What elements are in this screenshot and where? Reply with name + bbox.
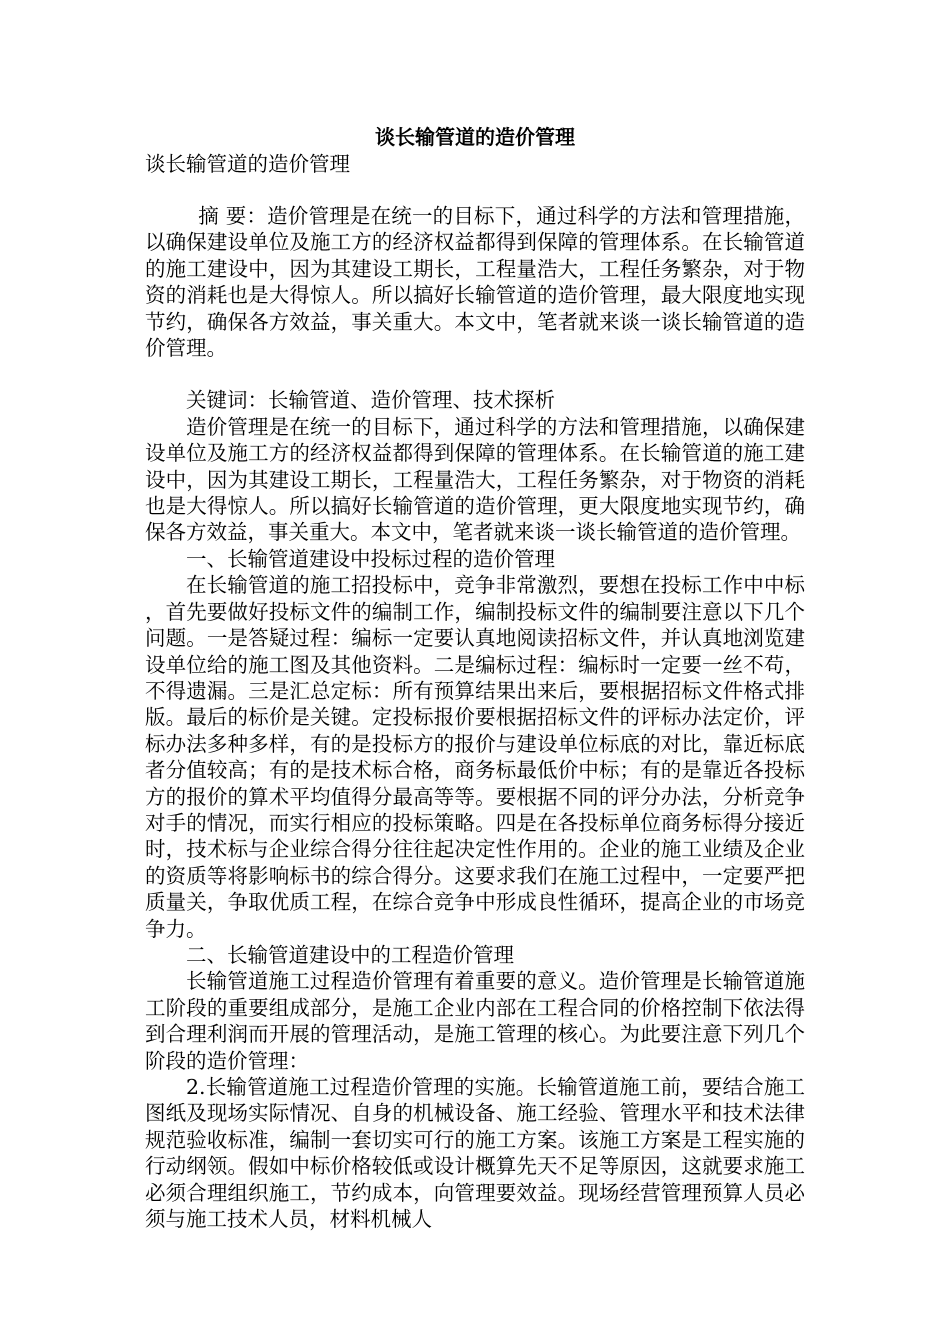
section-heading-2: 二、长输管道建设中的工程造价管理: [186, 942, 514, 967]
abstract-paragraph: 摘 要：造价管理是在统一的目标下，通过科学的方法和管理措施，以确保建设单位及施工方的经济权益都得到保障的管理体系。在长输管道的施工建设中，因为其建设工期长，工程量浩大，工程任务繁杂，对于物资的消耗也是大得惊人。所以搞好长输管道的造价管理，最大限度地实现节约，确保各方效益，事关重大。本文中，笔者就来谈一谈长输管道的造价管理。: [145, 204, 805, 361]
keywords-line: 关键词：长输管道、造价管理、技术探析: [186, 388, 555, 413]
section-1-paragraph: 在长输管道的施工招投标中，竞争非常激烈，要想在投标工作中中标，首先要做好投标文件的编制工作，编制投标文件的编制要注意以下几个问题。一是答疑过程：编标一定要认真地阅读招标文件，并认真地浏览建设单位给的施工图及其他资料。二是编标过程：编标时一定要一丝不苟，不得遗漏。三是汇总定标：所有预算结果出来后，要根据招标文件格式排版。最后的标价是关键。定投标报价要根据招标文件的评标办法定价，评标办法多种多样，有的是投标方的报价与建设单位标底的对比，靠近标底者分值较高；有的是技术标合格，商务标最低价中标；有的是靠近各投标方的报价的算术平均值得分最高等等。要根据不同的评分办法，分析竞争对手的情况，而实行相应的投标策略。四是在各投标单位商务标得分接近时，技术标与企业综合得分往往起决定性作用的。企业的施工业绩及企业的资质等将影响标书的综合得分。这要求我们在施工过程中，一定要严把质量关，争取优质工程，在综合竞争中形成良性循环，提高企业的市场竞争力。: [145, 573, 805, 941]
blank-line: [145, 177, 805, 203]
document-title: 谈长输管道的造价管理: [375, 125, 575, 149]
section-2-item-2-paragraph: 2.长输管道施工过程造价管理的实施。长输管道施工前，要结合施工图纸及现场实际情况、自身的机械设备、施工经验、管理水平和技术法律规范验收标准，编制一套切实可行的施工方案。该施工方案是工程实施的行动纲领。假如中标价格较低或设计概算先天不足等原因，这就要求施工必须合理组织施工，节约成本，向管理要效益。现场经营管理预算人员必须与施工技术人员，材料机械人: [145, 1075, 805, 1232]
intro-paragraph: 造价管理是在统一的目标下，通过科学的方法和管理措施，以确保建设单位及施工方的经济权益都得到保障的管理体系。在长输管道的施工建设中，因为其建设工期长，工程量浩大，工程任务繁杂，对于物资的消耗也是大得惊人。所以搞好长输管道的造价管理，更大限度地实现节约，确保各方效益，事关重大。本文中，笔者就来谈一谈长输管道的造价管理。: [145, 414, 805, 545]
document-subtitle: 谈长输管道的造价管理: [145, 152, 350, 176]
document-body: [145, 123, 805, 1232]
blank-line: [145, 361, 805, 387]
section-2-paragraph: 长输管道施工过程造价管理有着重要的意义。造价管理是长输管道施工阶段的重要组成部分，是施工企业内部在工程合同的价格控制下依法得到合理利润而开展的管理活动，是施工管理的核心。为此要注意下列几个阶段的造价管理：: [145, 969, 805, 1073]
section-heading-1: 一、长输管道建设中投标过程的造价管理: [186, 546, 555, 571]
